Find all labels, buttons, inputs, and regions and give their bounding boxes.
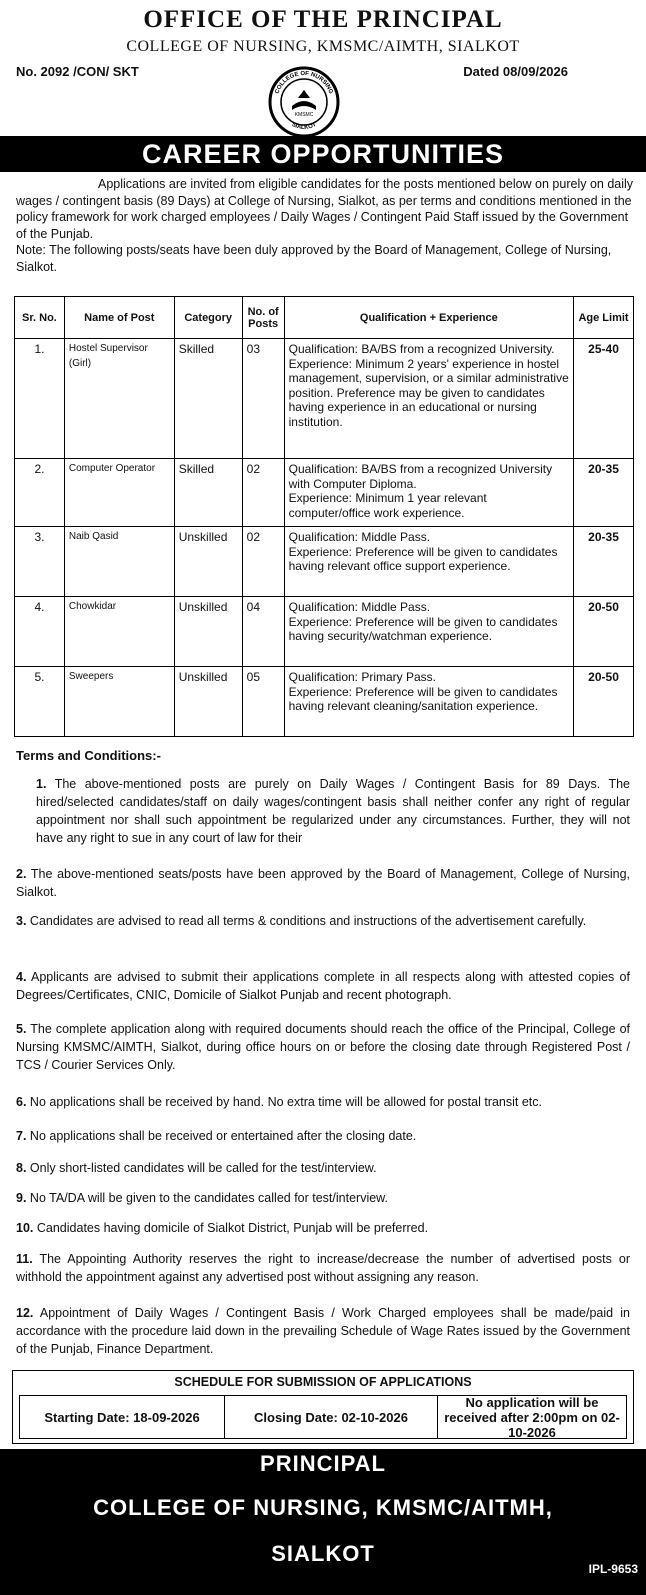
- table-row: [15, 527, 634, 597]
- term-number: 7.: [16, 1129, 27, 1143]
- term-number: 3.: [16, 914, 27, 928]
- cell-qualification: [284, 339, 573, 459]
- term-item: [16, 912, 630, 930]
- term-item: [36, 775, 630, 847]
- experience-text: Experience: Preference will be given to candidates having security/watchman experience.: [288, 614, 558, 643]
- cell-category: Unskilled: [174, 667, 242, 737]
- experience-text: Experience: Minimum 2 years' experience in hostel management, supervision, or a similar administrative position. Preference may be given to candidates having experience in an educational or nursing institution.: [288, 356, 569, 429]
- term-number: 11.: [16, 1252, 33, 1266]
- table-row: [15, 459, 634, 527]
- footer-college: COLLEGE OF NURSING, KMSMC/AITMH,: [93, 1495, 553, 1520]
- cell-post-name: Computer Operator: [64, 459, 174, 527]
- term-number: 10.: [16, 1221, 34, 1235]
- schedule-row: [19, 1395, 627, 1439]
- cell-posts: 02: [242, 459, 284, 527]
- cell-age: 20-50: [574, 597, 634, 667]
- issue-date: Dated 08/09/2026: [463, 64, 568, 79]
- term-item: [16, 1304, 630, 1358]
- seal-mid-text: KMSMC: [294, 112, 314, 118]
- term-item: [16, 1020, 630, 1074]
- experience-text: Experience: Preference will be given to candidates having relevant cleaning/sanitation experience.: [288, 684, 558, 713]
- intro-note: Note: The following posts/seats have been duly approved by the Board of Management, College of Nursing, Sialkot.: [16, 243, 612, 274]
- term-text: Appointment of Daily Wages / Contingent Basis / Work Charged employees shall be made/paid in accordance with the procedure laid down in the prevailing Schedule of Wage Rates issued by the Government of the Punjab, Finance Department.: [16, 1306, 630, 1356]
- term-text: The complete application along with required documents should reach the office of the Principal, College of Nursing KMSMC/AIMTH, Sialkot, during office hours on or before the closing date through Registered Post / TCS / Courier Services Only.: [16, 1022, 630, 1072]
- submission-schedule: [12, 1370, 634, 1444]
- cell-posts: 04: [242, 597, 284, 667]
- term-item: [16, 1093, 630, 1111]
- cell-category: Skilled: [174, 339, 242, 459]
- table-row: [15, 667, 634, 737]
- experience-text: Experience: Preference will be given to candidates having relevant office support experience.: [288, 544, 558, 573]
- term-number: 1.: [36, 777, 47, 791]
- term-item: [16, 865, 630, 901]
- cell-qualification: [284, 459, 573, 527]
- header-age: Age Limit: [574, 297, 634, 339]
- term-text: No TA/DA will be given to the candidates called for test/interview.: [29, 1191, 388, 1205]
- cell-sr: 5.: [15, 667, 65, 737]
- term-text: Candidates are advised to read all terms & conditions and instructions of the advertisement carefully.: [29, 914, 587, 928]
- table-row: [15, 339, 634, 459]
- cell-sr: 4.: [15, 597, 65, 667]
- deadline-note: No application will be received after 2:00pm on 02-10-2026: [444, 1394, 620, 1440]
- starting-date: Starting Date: 18-09-2026: [20, 1396, 225, 1438]
- qualification-text: Qualification: Middle Pass.: [288, 530, 431, 544]
- cell-age: 25-40: [574, 339, 634, 459]
- cell-post-name: Hostel Supervisor (Girl): [64, 339, 174, 459]
- intro-text: [16, 176, 634, 275]
- table-row: [15, 597, 634, 667]
- cell-sr: 1.: [15, 339, 65, 459]
- term-text: Applicants are advised to submit their applications complete in all respects along with attested copies of Degrees/Certificates, CNIC, Domicile of Sialkot Punjab and recent photograph.: [16, 970, 630, 1002]
- term-text: Candidates having domicile of Sialkot District, Punjab will be preferred.: [36, 1221, 429, 1235]
- cell-age: 20-35: [574, 527, 634, 597]
- term-number: 4.: [16, 970, 27, 984]
- cell-posts: 02: [242, 527, 284, 597]
- svg-text:SIALKOT: [291, 122, 318, 131]
- signature-footer: [0, 1449, 646, 1595]
- footer-city: SIALKOT: [271, 1541, 375, 1566]
- seal-bottom-text: SIALKOT: [290, 121, 318, 132]
- cell-age: 20-50: [574, 667, 634, 737]
- term-number: 12.: [16, 1306, 34, 1320]
- cell-qualification: [284, 597, 573, 667]
- header-category: Category: [174, 297, 242, 339]
- cell-category: Unskilled: [174, 597, 242, 667]
- header-posts: No. of Posts: [242, 297, 284, 339]
- table-header-row: [15, 297, 634, 339]
- header-name: Name of Post: [64, 297, 174, 339]
- term-item: [16, 1127, 630, 1145]
- cell-age: 20-35: [574, 459, 634, 527]
- cell-post-name: Naib Qasid: [64, 527, 174, 597]
- term-text: The above-mentioned seats/posts have been approved by the Board of Management, College of Nursing, Sialkot.: [16, 867, 630, 899]
- cell-category: Unskilled: [174, 527, 242, 597]
- ipl-code: IPL-9653: [588, 1562, 638, 1576]
- term-number: 2.: [16, 867, 27, 881]
- term-item: [16, 1159, 630, 1177]
- office-title: OFFICE OF THE PRINCIPAL: [143, 6, 503, 33]
- term-text: No applications shall be received by hand. No extra time will be allowed for postal transit etc.: [29, 1095, 542, 1109]
- qualification-text: Qualification: BA/BS from a recognized University with Computer Diploma.: [288, 462, 553, 491]
- cell-post-name: Chowkidar: [64, 597, 174, 667]
- cell-qualification: [284, 667, 573, 737]
- term-item: [16, 1189, 630, 1207]
- college-seal-logo: [268, 66, 340, 138]
- header-sr: Sr. No.: [15, 297, 65, 339]
- term-item: [16, 968, 630, 1004]
- term-number: 5.: [16, 1022, 27, 1036]
- reference-number: No. 2092 /CON/ SKT: [16, 64, 139, 79]
- term-number: 9.: [16, 1191, 27, 1205]
- career-banner: CAREER OPPORTUNITIES: [0, 136, 646, 172]
- cell-post-name: Sweepers: [64, 667, 174, 737]
- term-text: The above-mentioned posts are purely on Daily Wages / Contingent Basis for 89 Days. The hired/selected candidates/staff on daily wages/contingent basis shall neither confer any right of regular appointment nor shall such appointment be regularized under any circumstances. Further, they will not have any right to sue in any court of law for their: [36, 777, 630, 845]
- term-text: The Appointing Authority reserves the right to increase/decrease the number of advertised posts or withhold the appointment against any advertised post without assigning any reason.: [16, 1252, 630, 1284]
- cell-posts: 05: [242, 667, 284, 737]
- posts-table: [14, 296, 634, 737]
- footer-principal: PRINCIPAL: [260, 1451, 386, 1476]
- qualification-text: Qualification: Primary Pass.: [288, 670, 437, 684]
- cell-sr: 2.: [15, 459, 65, 527]
- experience-text: Experience: Minimum 1 year relevant computer/office work experience.: [288, 491, 487, 520]
- schedule-title: SCHEDULE FOR SUBMISSION OF APPLICATIONS: [174, 1375, 472, 1389]
- cell-sr: 3.: [15, 527, 65, 597]
- cell-qualification: [284, 527, 573, 597]
- header-qualification: Qualification + Experience: [284, 297, 573, 339]
- term-number: 8.: [16, 1161, 27, 1175]
- letterhead: [0, 0, 646, 135]
- term-text: No applications shall be received or entertained after the closing date.: [29, 1129, 417, 1143]
- seal-top-text: COLLEGE OF NURSING: [274, 70, 334, 95]
- cell-category: Skilled: [174, 459, 242, 527]
- qualification-text: Qualification: Middle Pass.: [288, 600, 431, 614]
- term-item: [16, 1219, 630, 1237]
- term-text: Only short-listed candidates will be called for the test/interview.: [29, 1161, 377, 1175]
- terms-title: Terms and Conditions:-: [16, 748, 161, 763]
- cell-posts: 03: [242, 339, 284, 459]
- intro-paragraph: Applications are invited from eligible candidates for the posts mentioned below on purely on daily wages / contingent basis (89 Days) at College of Nursing, Sialkot, as per terms and conditions mentioned in the policy framework for work charged employees / Daily Wages / Contingent Paid Staff issued by the Government of the Punjab.: [16, 177, 634, 241]
- college-name: COLLEGE OF NURSING, KMSMC/AIMTH, SIALKOT: [126, 38, 520, 55]
- term-item: [16, 1250, 630, 1286]
- qualification-text: Qualification: BA/BS from a recognized University.: [288, 342, 555, 356]
- term-number: 6.: [16, 1095, 27, 1109]
- closing-date: Closing Date: 02-10-2026: [225, 1396, 438, 1438]
